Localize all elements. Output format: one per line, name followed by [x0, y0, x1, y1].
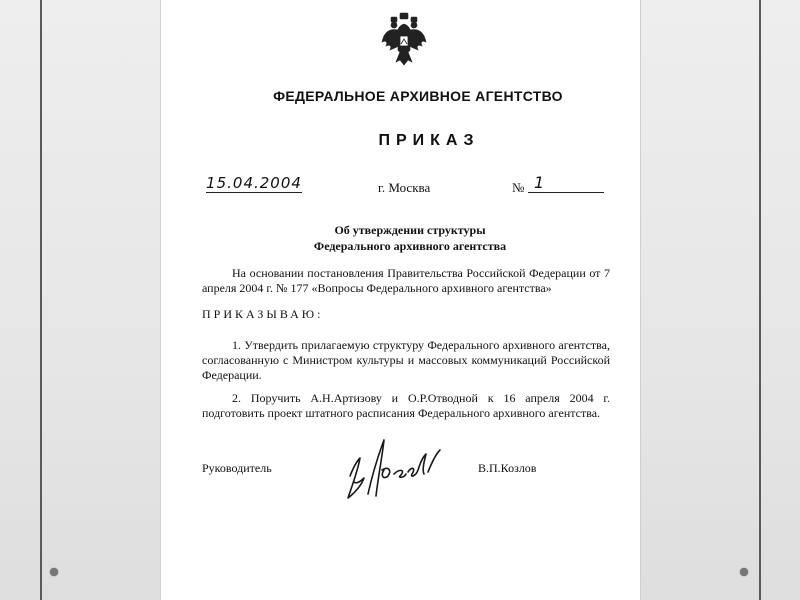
right-slide-margin: [640, 0, 800, 600]
order-subject: [162, 222, 638, 254]
order-city: г. Москва: [378, 180, 431, 195]
right-frame-line: [759, 0, 761, 600]
subject-line-1: Об утверждении структуры: [334, 223, 486, 237]
order-item-1: 1. Утвердить прилагаемую структуру Федерального архивного агентства, согласованную с Министром культуры и массовых коммуникаций Российской Федерации.: [202, 338, 610, 382]
left-bullet-dot: [50, 568, 58, 576]
signatory-name: В.П.Козлов: [478, 461, 537, 475]
order-document: [162, 0, 638, 600]
left-slide-margin: [0, 0, 161, 600]
subject-line-2: Федерального архивного агентства: [313, 239, 507, 253]
preamble-paragraph: На основании постановления Правительства Российской Федерации от 7 апреля 2004 г. № 177 «Вопросы Федерального архивного агентства»: [202, 266, 610, 295]
signatory-title: Руководитель: [202, 461, 272, 475]
right-bullet-dot: [740, 568, 748, 576]
handwritten-signature: [342, 436, 446, 504]
order-number: 1: [528, 174, 604, 193]
document-type-title: ПРИКАЗ: [378, 132, 480, 149]
left-frame-line: [40, 0, 42, 600]
order-date: 15.04.2004: [206, 174, 302, 192]
decree-word: ПРИКАЗЫВАЮ:: [202, 307, 324, 321]
order-number-label: №: [512, 180, 525, 195]
double-headed-eagle-icon: [380, 12, 428, 66]
agency-name: ФЕДЕРАЛЬНОЕ АРХИВНОЕ АГЕНТСТВО: [273, 88, 563, 104]
order-item-2: 2. Поручить А.Н.Артизову и О.Р.Отводной к 16 апреля 2004 г. подготовить проект штатного расписания Федерального архивного агентства.: [202, 391, 610, 420]
